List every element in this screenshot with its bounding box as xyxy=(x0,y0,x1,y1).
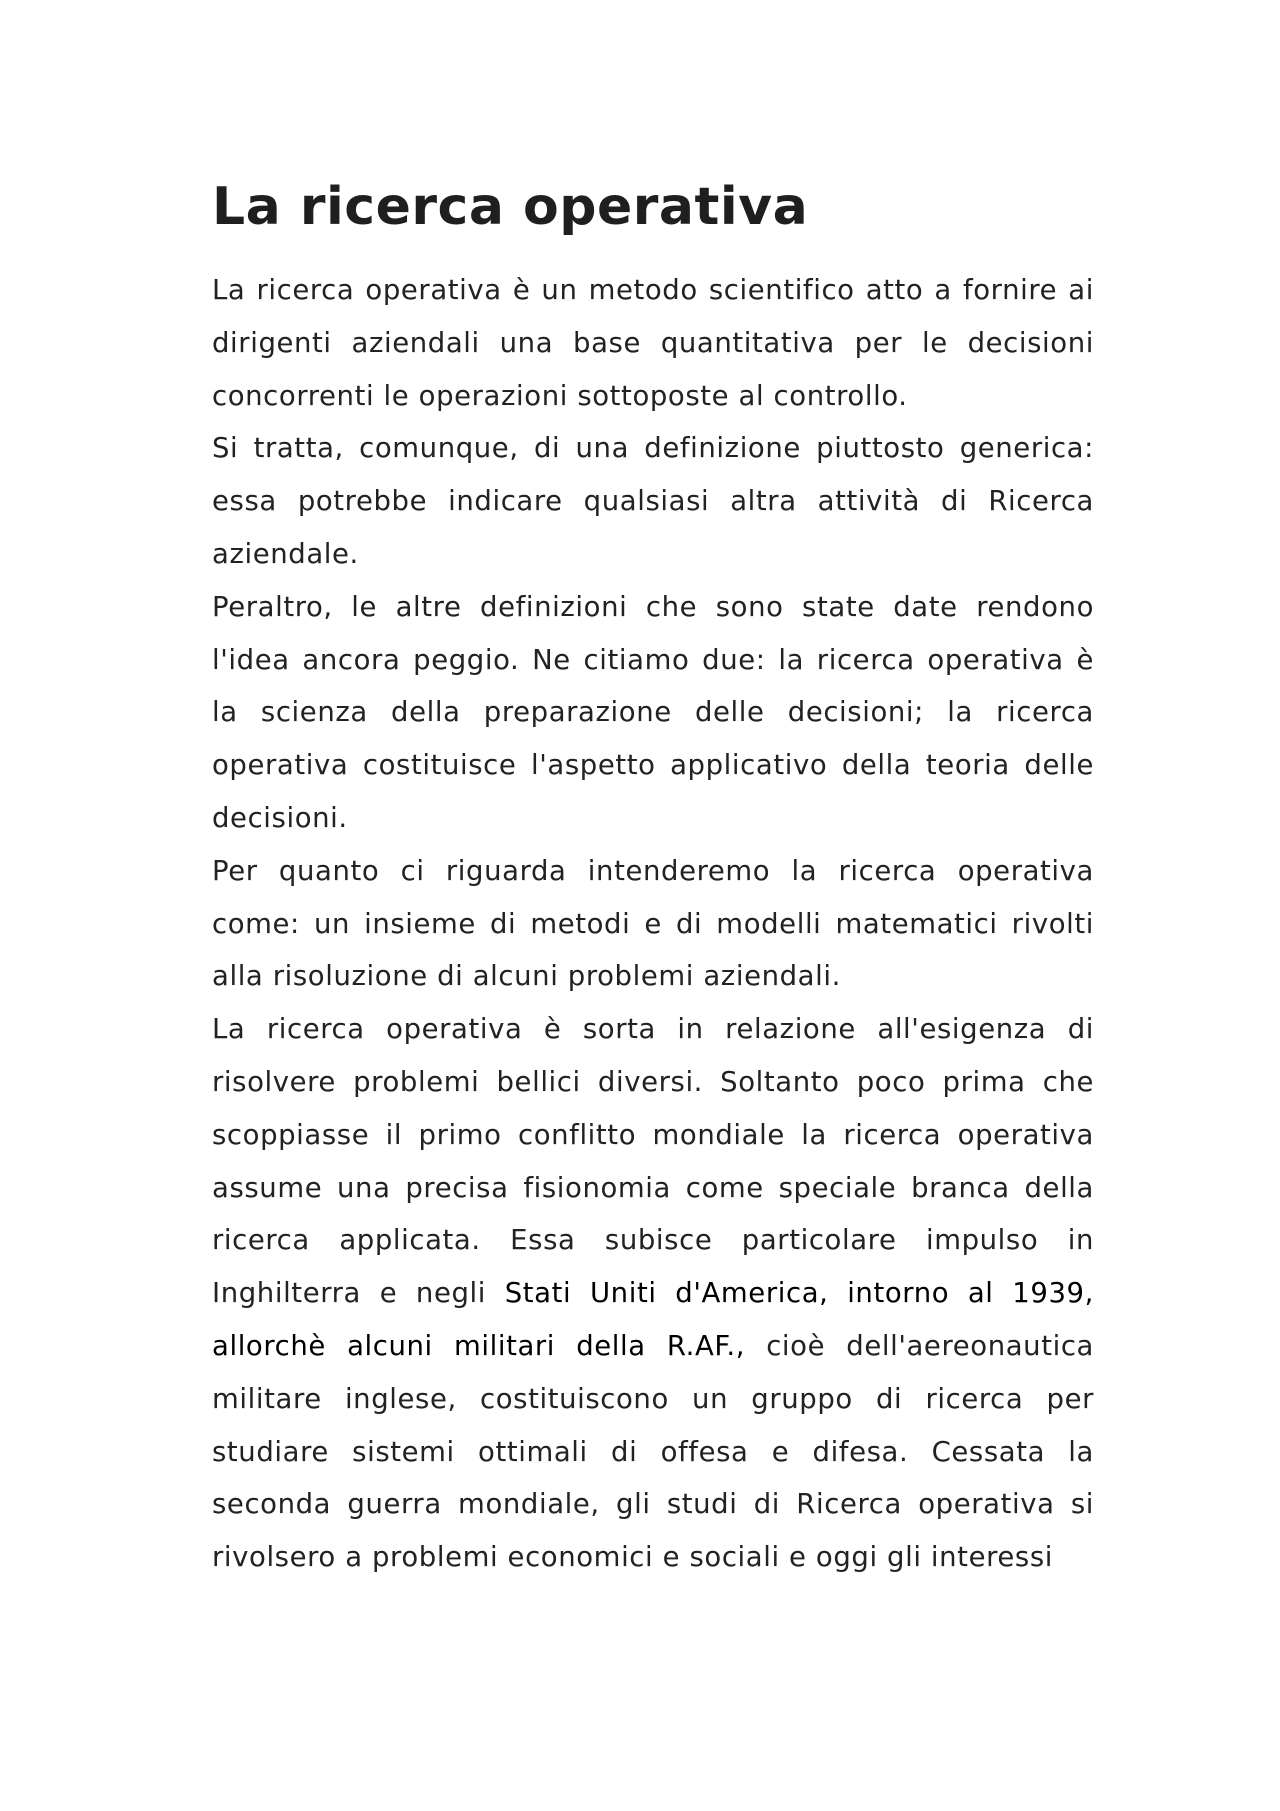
paragraph-our-definition: Per quanto ci riguarda intenderemo la ricerca operativa come: un insieme di metodi e di modelli matematici rivolti alla risoluzione di alcuni problemi aziendali. xyxy=(212,854,1094,993)
history-text-part-3: cioè dell'aereonautica militare inglese, costituiscono un gruppo di ricerca per studiare sistemi ottimali di offesa e difesa. Cessata la seconda guerra mondiale, gli studi di Ricerca operativa si rivolsero a problemi economici e sociali e oggi gli interessi xyxy=(212,1329,1095,1574)
paragraph-definition: La ricerca operativa è un metodo scientifico atto a fornire ai dirigenti aziendali una base quantitativa per le decisioni concorrenti le operazioni sottoposte al controllo. xyxy=(212,274,1094,412)
paragraph-generic: Si tratta, comunque, di una definizione piuttosto generica: essa potrebbe indicare qualsiasi altra attività di Ricerca aziendale. xyxy=(212,432,1094,570)
document-page xyxy=(212,170,1094,1584)
history-text-part-1: La ricerca operativa è sorta in relazione all'esigenza di risolvere problemi bellici diversi. Soltanto poco prima che scoppiasse il primo conflitto mondiale la ricerca operativa assume una precisa fisionomia come speciale branca della ricerca applicata. Essa subisce particolare impulso in Inghilterra e negli xyxy=(212,1013,1094,1310)
paragraph-history xyxy=(212,1003,1094,1584)
document-title: La ricerca operativa xyxy=(212,177,809,237)
history-text-part-2: Stati Uniti d'America, intorno al 1939, allorchè alcuni militari della R.AF., xyxy=(212,1277,1094,1362)
paragraph-other-definitions: Peraltro, le altre definizioni che sono state date rendono l'idea ancora peggio. Ne citiamo due: la ricerca operativa è la scienza della preparazione delle decisioni; la ricerca operativa costituisce l'aspetto applicativo della teoria delle decisioni. xyxy=(212,590,1094,834)
